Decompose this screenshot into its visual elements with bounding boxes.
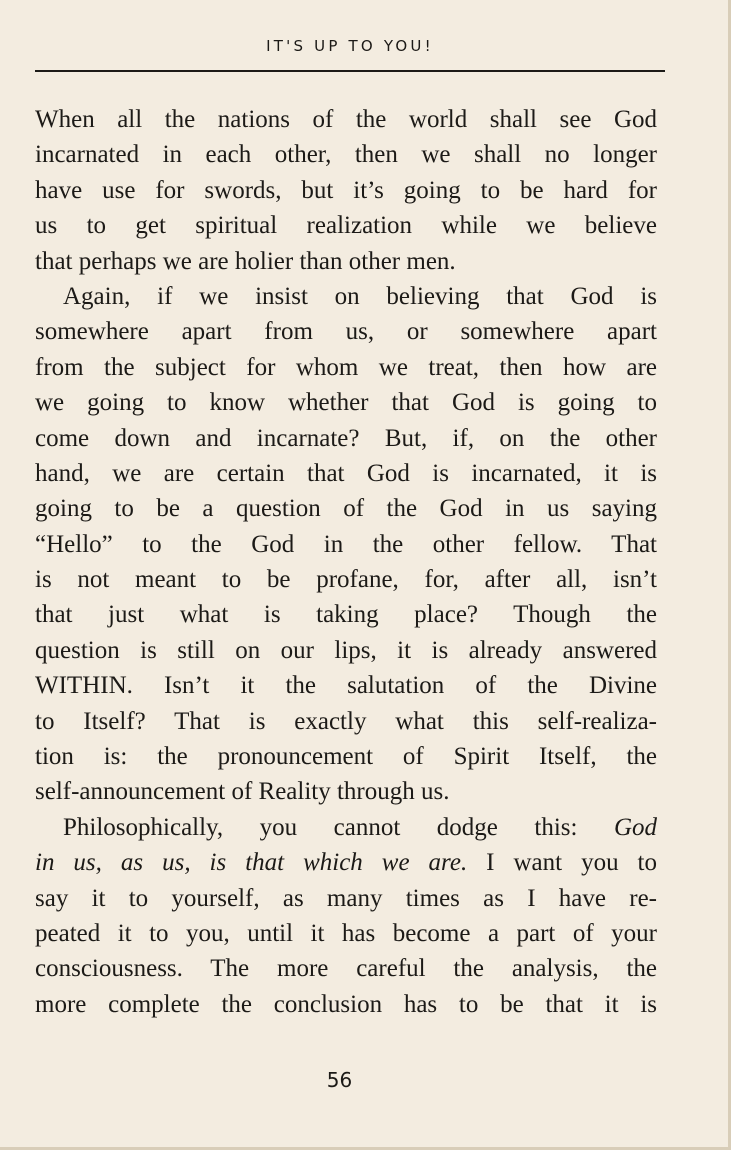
text-line: hand, we are certain that God is incarnated, it is xyxy=(35,459,657,487)
text-line: Philosophically, you cannot dodge this: God xyxy=(63,813,657,841)
text-line: “Hello” to the God in the other fellow. That xyxy=(35,530,657,558)
header-rule xyxy=(35,70,665,72)
body-text xyxy=(35,102,657,1022)
text-line: more complete the conclusion has to be that it is xyxy=(35,990,657,1018)
text-line: somewhere apart from us, or somewhere apart xyxy=(35,318,657,346)
text-line: say it to yourself, as many times as I have re- xyxy=(35,884,657,912)
text-line: WITHIN. Isn’t it the salutation of the Divine xyxy=(35,672,657,700)
text-line: When all the nations of the world shall see God xyxy=(35,106,657,133)
text-line: us to get spiritual realization while we believe xyxy=(35,212,657,240)
text-line: come down and incarnate? But, if, on the other xyxy=(35,424,657,452)
text-line: tion is: the pronouncement of Spirit Itself, the xyxy=(35,743,657,771)
text-line: consciousness. The more careful the analysis, the xyxy=(35,955,657,983)
text-line: self-announcement of Reality through us. xyxy=(35,778,450,806)
text-line: that perhaps we are holier than other men. xyxy=(35,247,456,275)
text-line: in us, as us, is that which we are. I want you to xyxy=(35,849,657,877)
emphasis-text: God xyxy=(613,813,657,841)
text-line: that just what is taking place? Though the xyxy=(35,601,657,629)
text-line: question is still on our lips, it is already answered xyxy=(35,636,657,664)
text-line: incarnated in each other, then we shall no longer xyxy=(35,141,657,169)
page-number: 56 xyxy=(326,1068,353,1092)
emphasis-text: in us, as us, is that which we are. xyxy=(35,849,468,877)
text-line: have use for swords, but it’s going to be hard for xyxy=(35,176,657,204)
text-line: from the subject for whom we treat, then how are xyxy=(35,353,657,381)
text-line: Again, if we insist on believing that God is xyxy=(63,282,657,310)
running-head: IT'S UP TO YOU! xyxy=(266,37,434,55)
text-line: is not meant to be profane, for, after all, isn’t xyxy=(35,566,657,594)
text-line: to Itself? That is exactly what this self-realiza- xyxy=(35,707,657,735)
text-line: going to be a question of the God in us saying xyxy=(35,495,657,523)
text-line: we going to know whether that God is going to xyxy=(35,389,657,417)
text-line: peated it to you, until it has become a part of your xyxy=(35,919,657,947)
